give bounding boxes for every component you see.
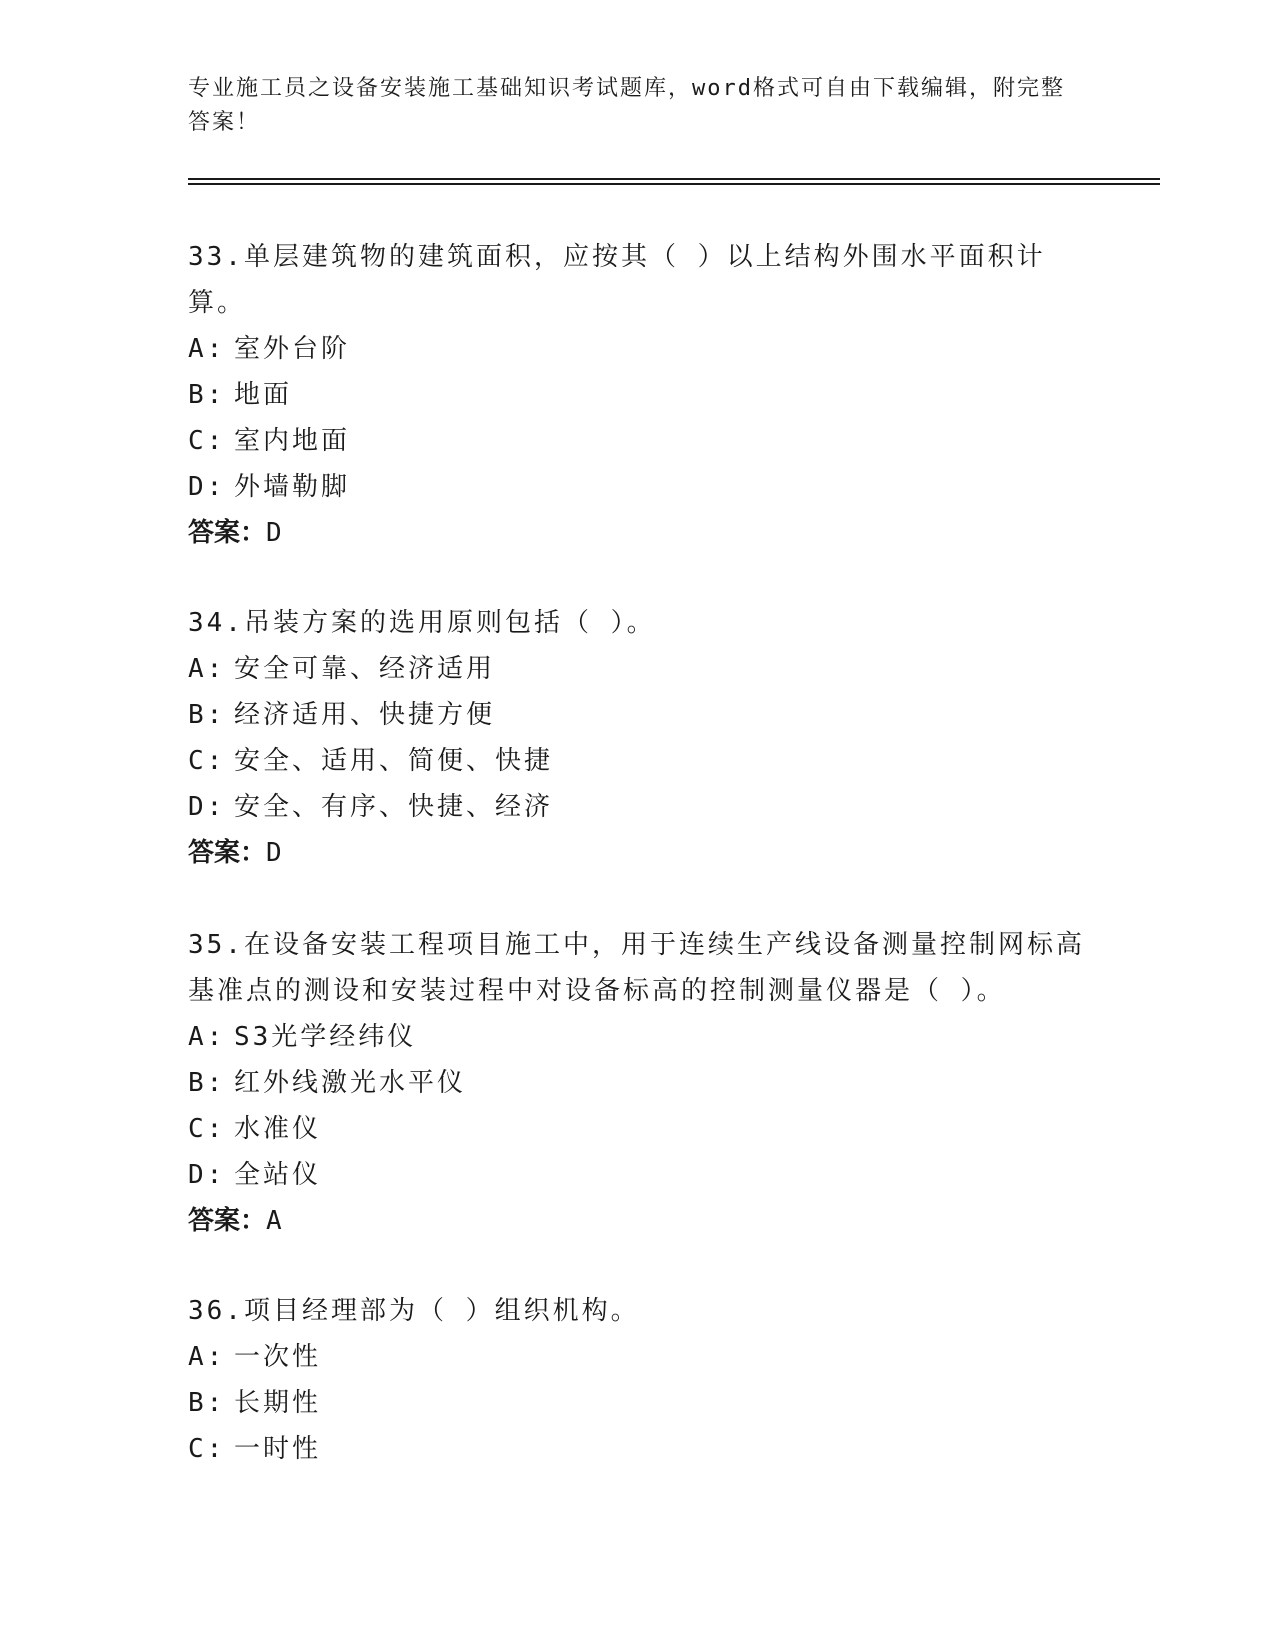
option-a [188, 646, 1088, 692]
option-b [188, 1380, 1088, 1426]
option-key: B: [188, 700, 226, 730]
question-36 [188, 1288, 1088, 1472]
option-d [188, 464, 1088, 510]
option-key: D: [188, 1160, 226, 1190]
question-stem: 35.在设备安装工程项目施工中，用于连续生产线设备测量控制网标高基准点的测设和安装过程中对设备标高的控制测量仪器是（ ）。 [188, 930, 1085, 1006]
answer-value: D [266, 518, 282, 548]
option-key: B: [188, 1388, 226, 1418]
option-key: D: [188, 792, 226, 822]
option-key: B: [188, 1068, 226, 1098]
answer-label: 答案： [188, 518, 267, 548]
option-key: A: [188, 1342, 226, 1372]
option-key: C: [188, 426, 226, 456]
question-34 [188, 600, 1088, 876]
option-b [188, 372, 1088, 418]
document-header: 专业施工员之设备安装施工基础知识考试题库，word格式可自由下载编辑，附完整答案！ [188, 76, 1065, 135]
option-text: 一时性 [234, 1434, 322, 1464]
option-text: 全站仪 [234, 1160, 322, 1190]
option-text: 一次性 [234, 1342, 322, 1372]
option-text: 红外线激光水平仪 [234, 1068, 467, 1098]
option-a [188, 1014, 1088, 1060]
answer-value: D [266, 838, 282, 868]
option-b [188, 1060, 1088, 1106]
option-b [188, 692, 1088, 738]
answer-label: 答案： [188, 838, 267, 868]
option-key: C: [188, 1114, 226, 1144]
question-stem: 33.单层建筑物的建筑面积，应按其（ ）以上结构外围水平面积计算。 [188, 242, 1046, 318]
option-text: 安全、有序、快捷、经济 [234, 792, 554, 822]
option-text: 安全可靠、经济适用 [234, 654, 496, 684]
question-35 [188, 922, 1088, 1244]
header-divider-line-secondary [188, 183, 1160, 185]
question-33 [188, 234, 1088, 556]
option-c [188, 1426, 1088, 1472]
question-stem: 34.吊装方案的选用原则包括（ ）。 [188, 608, 656, 638]
option-text: 室外台阶 [234, 334, 351, 364]
option-text: 安全、适用、简便、快捷 [234, 746, 554, 776]
option-d [188, 784, 1088, 830]
option-c [188, 418, 1088, 464]
option-c [188, 738, 1088, 784]
option-a [188, 1334, 1088, 1380]
option-key: C: [188, 746, 226, 776]
option-key: A: [188, 334, 226, 364]
option-key: B: [188, 380, 226, 410]
option-a [188, 326, 1088, 372]
option-text: 室内地面 [234, 426, 351, 456]
answer-line [188, 510, 1088, 556]
answer-line [188, 830, 1088, 876]
option-text: 外墙勒脚 [234, 472, 351, 502]
answer-label: 答案： [188, 1206, 267, 1236]
option-key: C: [188, 1434, 226, 1464]
option-text: 地面 [234, 380, 293, 410]
option-text: 经济适用、快捷方便 [234, 700, 496, 730]
header-divider-line [188, 178, 1160, 180]
option-text: 长期性 [234, 1388, 322, 1418]
answer-value: A [266, 1206, 282, 1236]
option-key: A: [188, 1022, 226, 1052]
option-key: D: [188, 472, 226, 502]
answer-line [188, 1198, 1088, 1244]
option-d [188, 1152, 1088, 1198]
question-stem: 36.项目经理部为（ ）组织机构。 [188, 1296, 640, 1326]
option-text: 水准仪 [234, 1114, 322, 1144]
option-key: A: [188, 654, 226, 684]
option-text: S3光学经纬仪 [234, 1022, 417, 1052]
option-c [188, 1106, 1088, 1152]
